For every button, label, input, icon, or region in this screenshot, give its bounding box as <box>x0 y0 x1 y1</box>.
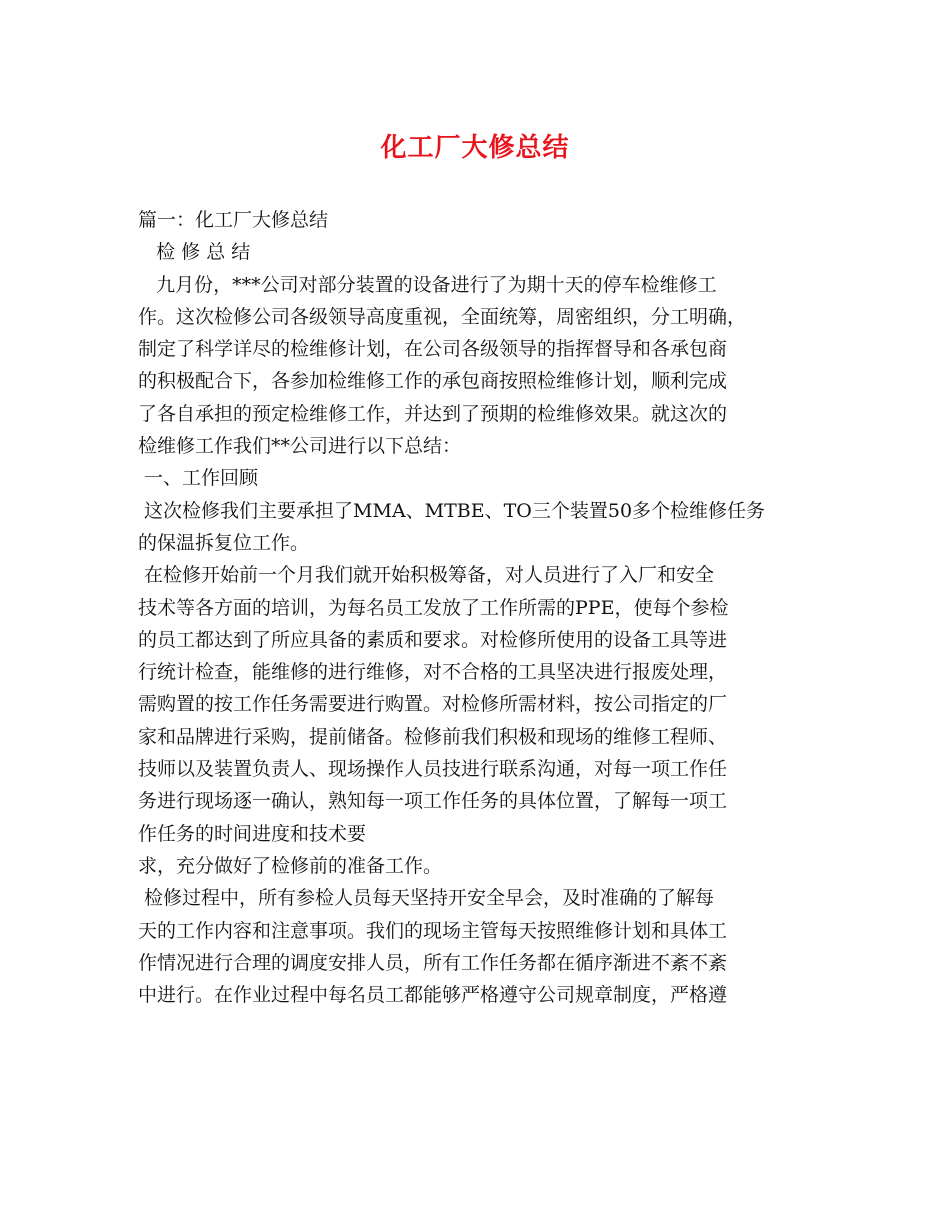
body-text-line: 检 修 总 结 <box>138 241 251 264</box>
body-text-line: 的积极配合下，各参加检维修工作的承包商按照检维修计划，顺利完成 <box>138 370 728 393</box>
body-text-line: 一、工作回顾 <box>138 467 259 490</box>
body-text-line: 九月份，***公司对部分装置的设备进行了为期十天的停车检维修工 <box>138 273 717 296</box>
body-text-line: 务进行现场逐一确认，熟知每一项工作任务的具体位置，了解每一项工 <box>138 790 728 813</box>
document-title: 化工厂大修总结 <box>380 133 570 163</box>
body-text-line: 家和品牌进行采购，提前储备。检修前我们积极和现场的维修工程师、 <box>138 725 728 748</box>
body-text-line: 技师以及装置负责人、现场操作人员技进行联系沟通，对每一项工作任 <box>138 758 728 781</box>
body-text-line: 技术等各方面的培训，为每名员工发放了工作所需的PPE，使每个参检 <box>138 596 729 619</box>
body-text-line: 篇一：化工厂大修总结 <box>138 209 329 231</box>
body-text-line: 中进行。在作业过程中每名员工都能够严格遵守公司规章制度，严格遵 <box>138 984 728 1007</box>
body-text-line: 求，充分做好了检修前的准备工作。 <box>138 854 443 877</box>
body-text-line: 作情况进行合理的调度安排人员，所有工作任务都在循序渐进不紊不紊 <box>138 951 728 974</box>
body-text-line: 这次检修我们主要承担了MMA、MTBE、TO三个装置50多个检维修任务 <box>138 499 766 522</box>
body-text-line: 了各自承担的预定检维修工作，并达到了预期的检维修效果。就这次的 <box>138 402 728 425</box>
body-text-line: 天的工作内容和注意事项。我们的现场主管每天按照维修计划和具体工 <box>138 919 728 942</box>
body-text-line: 在检修开始前一个月我们就开始积极筹备，对人员进行了入厂和安全 <box>138 564 715 587</box>
body-text-line: 检修过程中，所有参检人员每天坚持开安全早会，及时准确的了解每 <box>138 887 715 910</box>
body-text-line: 检维修工作我们**公司进行以下总结： <box>138 435 462 458</box>
document-body <box>138 204 818 1011</box>
body-text-line: 作任务的时间进度和技术要 <box>138 822 367 845</box>
body-text-line: 的保温拆复位工作。 <box>138 531 310 554</box>
body-text-line: 行统计检查，能维修的进行维修，对不合格的工具坚决进行报废处理， <box>138 661 728 684</box>
body-text-line: 需购置的按工作任务需要进行购置。对检修所需材料，按公司指定的厂 <box>138 693 728 716</box>
body-text-line: 作。这次检修公司各级领导高度重视，全面统筹，周密组织，分工明确， <box>138 305 747 328</box>
body-text-line: 的员工都达到了所应具备的素质和要求。对检修所使用的设备工具等进 <box>138 628 728 651</box>
body-text-line: 制定了科学详尽的检维修计划，在公司各级领导的指挥督导和各承包商 <box>138 338 728 361</box>
